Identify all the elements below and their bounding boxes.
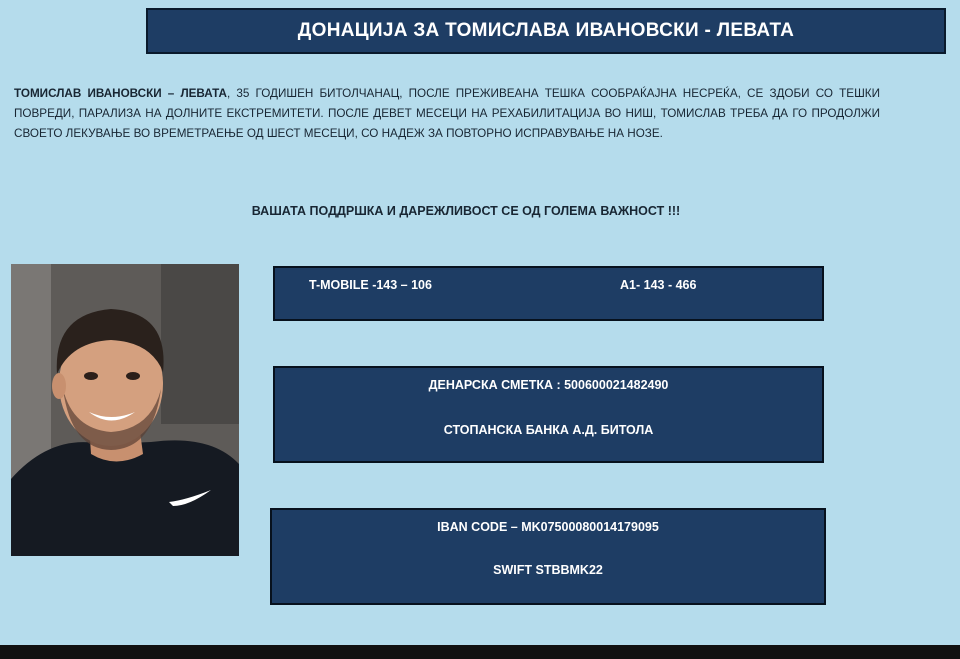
bank-name: СТОПАНСКА БАНКА А.Д. БИТОЛА [443,423,654,437]
intro-paragraph [14,84,880,144]
support-message: ВАШАТА ПОДДРШКА И ДАРЕЖЛИВОСТ СЕ ОД ГОЛЕМА ВАЖНОСТ !!! [251,204,681,218]
mobile-donation-box [273,266,824,321]
intro-name: ТОМИСЛАВ ИВАНОВСКИ – ЛЕВАТА [14,87,227,100]
denar-account-box [273,366,824,463]
title-banner [146,8,946,54]
intro-text: , 35 ГОДИШЕН БИТОЛЧАНАЦ, ПОСЛЕ ПРЕЖИВЕАНА ТЕШКА СООБРАЌАЈНА НЕСРЕЌА, СЕ ЗДОБИ СО ТЕШКИ ПОВРЕДИ, ПАРАЛИЗА НА ДОЛНИТЕ ЕКСТРЕМИТЕТИ. ПОСЛЕ ДЕВЕТ МЕСЕЦИ НА РЕХАБИЛИТАЦИЈА ВО НИШ, ТОМИСЛАВ ТРЕБА ДА ГО ПРОДОЛЖИ СВОЕТО ЛЕКУВАЊЕ ВО ВРЕМЕТРАЕЊЕ ОД ШЕСТ МЕСЕЦИ, СО НАДЕЖ ЗА ПОВТОРНО ИСПРАВУВАЊЕ НА НОЗЕ. [14,87,880,140]
page-title: ДОНАЦИЈА ЗА ТОМИСЛАВА ИВАНОВСКИ - ЛЕВАТА [297,20,795,41]
iban-box [270,508,826,605]
a1-number: A1- 143 - 466 [620,278,697,292]
swift-code: SWIFT STBBMK22 [493,563,603,577]
bottom-bar [0,645,960,659]
portrait-photo [11,264,239,556]
portrait-illustration [11,264,239,556]
denar-account-number: ДЕНАРСКА СМЕТКА : 500600021482490 [428,378,669,392]
tmobile-number: T-MOBILE -143 – 106 [309,278,432,292]
iban-code: IBAN CODE – MK07500080014179095 [437,520,659,534]
